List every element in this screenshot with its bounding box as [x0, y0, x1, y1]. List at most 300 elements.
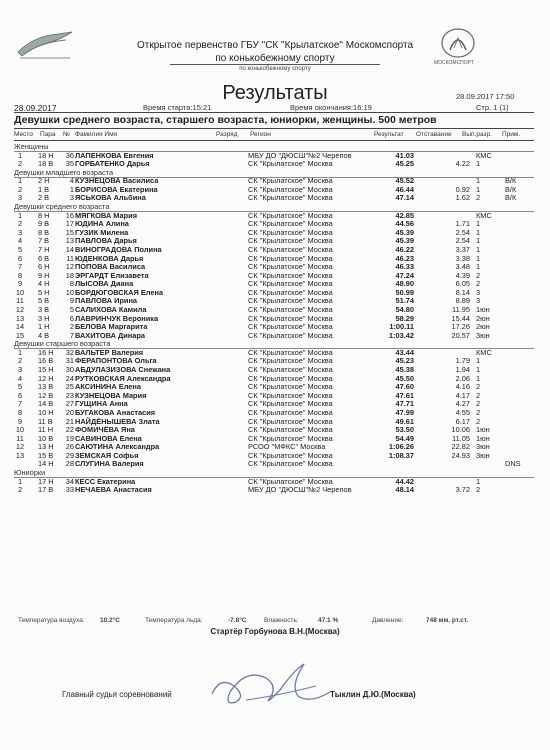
pair-cell: 16 В [38, 356, 54, 366]
rank-cell: 3юн [476, 330, 490, 340]
gap-cell: 22.82 [451, 442, 470, 452]
pair-cell: 11 В [38, 416, 53, 426]
bib-cell: 1 [69, 184, 74, 194]
place-cell: 2 [17, 159, 23, 169]
gap-cell: 3.38 [455, 253, 470, 263]
print-time: 28.09.2017 17:50 [456, 92, 515, 101]
bib-cell: 27 [65, 399, 74, 409]
result-cell: 46.23 [395, 253, 414, 263]
result-cell: 47.14 [395, 193, 414, 203]
bib-cell: 5 [69, 304, 74, 314]
rank-cell: 2 [476, 416, 481, 426]
bib-cell: 11 [66, 253, 74, 263]
bib-cell: 7 [69, 330, 74, 340]
bib-cell: 19 [65, 433, 74, 443]
gap-cell: 4.22 [455, 159, 470, 169]
club-cell: СК "Крылатское" Москва [248, 399, 333, 409]
result-cell: 44.56 [395, 219, 414, 229]
pair-cell: 17 Н [38, 476, 54, 486]
place-cell: 10 [15, 287, 25, 297]
pair-cell: 7 Н [38, 244, 50, 254]
result-cell: 48.14 [395, 485, 414, 495]
gap-cell: 1.94 [455, 365, 470, 375]
pair-cell: 13 В [38, 382, 54, 392]
competition-title: Открытое первенство ГБУ "СК "Крылатское" Москомспорта [136, 40, 414, 51]
gap-cell: 2.54 [455, 236, 470, 246]
club-cell: СК "Крылатское" Москва [248, 425, 333, 435]
place-cell: 3 [17, 227, 23, 237]
pair-cell: 1 Н [38, 322, 50, 332]
place-cell: 7 [17, 262, 23, 272]
club-cell: РСОО "МФКС" Москва [248, 442, 326, 452]
ice-temp-value: -7.8°C [228, 617, 247, 624]
place-cell: 1 [17, 210, 23, 220]
rank-cell: 1 [476, 373, 481, 383]
place-cell: 9 [17, 279, 23, 289]
gap-cell: 17.26 [451, 322, 470, 332]
place-cell: 2 [17, 184, 23, 194]
ice-temp-label: Температура льда: [145, 617, 203, 624]
gap-cell: 3.72 [455, 485, 470, 495]
bib-cell: 16 [65, 210, 74, 220]
pair-cell: 11 Н [38, 425, 54, 435]
event-top-rule [14, 112, 534, 113]
athlete-name-cell: ЮДЕНКОВА Дарья [75, 253, 144, 263]
club-cell: СК "Крылатское" Москва [248, 356, 333, 366]
pair-cell: 6 Н [38, 262, 50, 272]
bib-cell: 34 [65, 476, 74, 486]
club-cell: СК "Крылатское" Москва [248, 365, 333, 375]
club-cell: СК "Крылатское" Москва [248, 407, 333, 417]
club-cell: СК "Крылатское" Москва [248, 287, 333, 297]
competition-subtitle: по конькобежному спорту [215, 53, 335, 64]
place-cell: 15 [15, 330, 25, 340]
gap-cell: 11.95 [452, 304, 470, 314]
pair-cell: 12 В [38, 390, 54, 400]
place-cell: 2 [17, 485, 23, 495]
club-cell: СК "Крылатское" Москва [248, 236, 333, 246]
result-cell: 42.85 [395, 210, 414, 220]
club-cell: СК "Крылатское" Москва [248, 459, 333, 469]
place-cell: 1 [17, 347, 23, 357]
bib-cell: 21 [65, 416, 74, 426]
place-cell: 11 [16, 433, 24, 443]
pair-cell: 15 В [38, 450, 54, 460]
bib-cell: 8 [69, 279, 74, 289]
place-cell: 4 [17, 373, 23, 383]
result-cell: 47.24 [395, 270, 414, 280]
place-cell: 13 [15, 313, 25, 323]
group-label: Женщины [14, 142, 49, 151]
bib-cell: 2 [69, 322, 74, 332]
bib-cell: 6 [69, 313, 74, 323]
rank-cell: 2 [476, 485, 481, 495]
chief-judge-name: Тыклин Д.Ю.(Москва) [330, 690, 416, 699]
logo-caption: МОСКОМСПОРТ [434, 60, 474, 66]
competition-caption: по конькобежному спорту [239, 66, 311, 72]
athlete-name-cell: ЭРГАРДТ Елизавета [75, 270, 149, 280]
rank-cell: 3 [476, 287, 481, 297]
result-cell: 45.39 [395, 227, 414, 237]
bib-cell: 20 [65, 407, 74, 417]
gap-cell: 10.06 [451, 425, 470, 435]
gap-cell: 1.79 [455, 356, 470, 366]
pair-cell: 14 Н [38, 459, 54, 469]
col-result: Результат [374, 131, 404, 138]
pair-cell: 2 В [38, 193, 50, 203]
rank-cell: 1 [476, 262, 481, 272]
rank-cell: 3юн [476, 442, 490, 452]
athlete-name-cell: ВАХИТОВА Динара [75, 330, 145, 340]
place-cell: 1 [17, 150, 23, 160]
athlete-name-cell: КЕСС Екатерина [75, 476, 136, 486]
result-cell: 46.44 [395, 184, 414, 194]
result-cell: 1:00.11 [389, 322, 414, 332]
club-cell: МБУ ДО "ДЮСШ"№2 Черепов [248, 485, 352, 495]
rank-cell: 2 [476, 399, 481, 409]
col-gap: Отставание [416, 131, 452, 138]
club-cell: СК "Крылатское" Москва [248, 296, 333, 306]
pair-cell: 2 Н [38, 176, 50, 186]
bib-cell: 31 [65, 356, 74, 366]
athlete-name-cell: ЛЫСОВА Диана [75, 279, 134, 289]
result-cell: 45.50 [395, 373, 414, 383]
col-number: № [63, 131, 70, 138]
table-row [0, 486, 550, 495]
place-cell: 12 [15, 442, 25, 452]
result-cell: 47.61 [395, 390, 414, 400]
club-cell: СК "Крылатское" Москва [248, 304, 333, 314]
gap-cell: 1.71 [455, 219, 470, 229]
rank-cell: 3 [476, 296, 481, 306]
bib-cell: 30 [65, 365, 74, 375]
chief-judge-label: Главный судья соревнований [62, 690, 172, 699]
bib-cell: 13 [65, 236, 74, 246]
bib-cell: 17 [65, 219, 74, 229]
rank-cell: 1 [476, 356, 481, 366]
club-cell: СК "Крылатское" Москва [248, 313, 333, 323]
result-cell: 45.39 [395, 236, 414, 246]
gap-cell: 8.89 [455, 296, 470, 306]
group-label: Девушки старшего возраста [14, 339, 111, 349]
athlete-name-cell: ПАВЛОВА Дарья [75, 236, 137, 246]
result-cell: 46.22 [395, 244, 414, 254]
pair-cell: 8 Н [38, 210, 50, 220]
gap-cell: 0.92 [455, 184, 470, 194]
col-done-rank: Вып.разр. [462, 131, 492, 138]
athlete-name-cell: ЯСЬКОВА Альбина [75, 193, 146, 203]
rank-cell: 1 [476, 253, 481, 263]
page-title: Результаты [222, 82, 328, 104]
place-cell: 3 [17, 193, 23, 203]
air-temp-label: Температура воздуха: [18, 617, 85, 624]
athlete-name-cell: ГУЩИНА Анна [75, 399, 128, 409]
place-cell: 3 [17, 365, 23, 375]
col-region: Регион [250, 131, 271, 138]
gap-cell: 8.14 [455, 287, 470, 297]
result-cell: 51.74 [395, 296, 414, 306]
athlete-name-cell: АБДУЛАЗИЗОВА Снежана [75, 365, 171, 375]
bib-cell: 25 [65, 382, 74, 392]
club-cell: СК "Крылатское" Москва [248, 347, 333, 357]
col-rank: Разряд [216, 131, 238, 138]
bib-cell: 23 [65, 390, 74, 400]
bib-cell: 14 [65, 244, 74, 254]
rank-cell: 2 [476, 407, 481, 417]
bib-cell: 26 [65, 442, 74, 452]
place-cell: 6 [17, 253, 23, 263]
athlete-name-cell: ПОПОВА Василиса [75, 262, 146, 272]
organizer-logo [14, 28, 76, 67]
club-cell: СК "Крылатское" Москва [248, 476, 333, 486]
club-cell: СК "Крылатское" Москва [248, 279, 333, 289]
result-cell: 47.99 [395, 407, 414, 417]
rank-cell: 1юн [476, 304, 490, 314]
bib-cell: 35 [65, 159, 74, 169]
rank-cell: 3юн [476, 450, 490, 460]
pair-cell: 4 Н [38, 279, 50, 289]
club-cell: СК "Крылатское" Москва [248, 433, 333, 443]
place-cell: 1 [17, 176, 23, 186]
rank-cell: 2 [476, 382, 481, 392]
page-number: Стр. 1 (1) [476, 103, 509, 112]
place-cell: 11 [16, 296, 24, 306]
result-cell: 54.49 [395, 433, 414, 443]
pressure-value: 748 мм. рт.ст. [426, 617, 469, 624]
gap-cell: 6.05 [455, 279, 470, 289]
athlete-name-cell: ФЕРАПОНТОВА Ольга [75, 356, 157, 366]
pair-cell: 5 Н [38, 287, 50, 297]
result-cell: 47.71 [395, 399, 414, 409]
place-cell: 8 [17, 407, 23, 417]
club-cell: СК "Крылатское" Москва [248, 176, 333, 186]
bib-cell: 28 [65, 459, 74, 469]
gap-cell: 4.16 [455, 382, 470, 392]
result-cell: 49.61 [395, 416, 414, 426]
gap-cell: 4.17 [455, 390, 470, 400]
bib-cell: 33 [65, 485, 74, 495]
result-cell: 46.33 [395, 262, 414, 272]
note-cell: В/К [505, 176, 517, 186]
club-cell: СК "Крылатское" Москва [248, 159, 333, 169]
rank-cell: 1 [476, 176, 481, 186]
athlete-name-cell: НЕЧАЕВА Анастасия [75, 485, 152, 495]
result-cell: 45.23 [395, 356, 414, 366]
bib-cell: 22 [65, 425, 74, 435]
result-cell: 45.38 [395, 365, 414, 375]
place-cell: 14 [15, 322, 25, 332]
pair-cell: 3 Н [38, 313, 50, 323]
athlete-name-cell: ВИНОГРАДОВА Полина [75, 244, 162, 254]
rank-cell: 2 [476, 390, 481, 400]
rank-cell: 1 [476, 219, 481, 229]
header-underline [170, 64, 380, 65]
result-cell: 47.60 [395, 382, 414, 392]
club-cell: СК "Крылатское" Москва [248, 219, 333, 229]
gap-cell: 24.93 [451, 450, 470, 460]
result-cell: 43.44 [395, 347, 414, 357]
bib-cell: 3 [69, 193, 74, 203]
athlete-name-cell: РУТКОВСКАЯ Александра [75, 373, 171, 383]
athlete-name-cell: ФОМИЧЁВА Яна [75, 425, 135, 435]
rank-cell: КМС [476, 210, 492, 220]
club-cell: СК "Крылатское" Москва [248, 262, 333, 272]
club-cell: СК "Крылатское" Москва [248, 330, 333, 340]
pair-cell: 15 Н [38, 365, 54, 375]
rank-cell: 1 [476, 236, 481, 246]
rank-cell: 2 [476, 193, 481, 203]
result-cell: 58.29 [395, 313, 414, 323]
pair-cell: 9 Н [38, 270, 50, 280]
club-cell: СК "Крылатское" Москва [248, 450, 333, 460]
place-cell: 2 [17, 356, 23, 366]
gap-cell: 3.48 [455, 262, 470, 272]
athlete-name-cell: САВИНОВА Елена [75, 433, 142, 443]
athlete-name-cell: НАЙДЁНЫШЕВА Злата [75, 416, 160, 426]
place-cell: 1 [17, 476, 23, 486]
place-cell: 7 [17, 399, 23, 409]
pair-cell: 14 В [38, 399, 54, 409]
pair-cell: 3 В [38, 304, 50, 314]
result-cell: 54.80 [395, 304, 414, 314]
result-cell: 1:03.42 [388, 330, 414, 340]
place-cell: 5 [17, 244, 23, 254]
gap-cell: 6.17 [455, 416, 470, 426]
club-cell: СК "Крылатское" Москва [248, 373, 333, 383]
athlete-name-cell: МЯГКОВА Мария [75, 210, 138, 220]
air-temp-value: 10.2°C [100, 617, 120, 624]
club-cell: СК "Крылатское" Москва [248, 416, 333, 426]
place-cell: 12 [15, 304, 25, 314]
bib-cell: 12 [65, 262, 74, 272]
club-cell: СК "Крылатское" Москва [248, 390, 333, 400]
rank-cell: 1 [476, 476, 481, 486]
athlete-name-cell: ПАВЛОВА Ирина [75, 296, 138, 306]
gap-cell: 4.27 [455, 399, 470, 409]
bib-cell: 32 [65, 347, 74, 357]
bib-cell: 4 [69, 176, 74, 186]
rank-cell: 1 [476, 244, 481, 254]
bib-cell: 36 [65, 150, 74, 160]
result-cell: 50.99 [395, 287, 414, 297]
athlete-name-cell: БЕЛОВА Маргарита [75, 322, 148, 332]
note-cell: В/К [505, 193, 517, 203]
pair-cell: 18 Н [38, 150, 54, 160]
pair-cell: 8 В [38, 227, 50, 237]
result-cell: 45.52 [395, 176, 414, 186]
athlete-name-cell: КУЗНЕЦОВА Василиса [75, 176, 159, 186]
place-cell: 9 [17, 416, 23, 426]
pair-cell: 13 Н [38, 442, 54, 452]
result-cell: 1:06.26 [388, 442, 414, 452]
humidity-value: 47.1 % [318, 617, 339, 624]
gap-cell: 11.05 [452, 433, 470, 443]
athlete-name-cell: ГУЗИК Милена [75, 227, 129, 237]
note-cell: DNS [505, 459, 521, 469]
result-cell: 45.25 [395, 159, 414, 169]
athlete-name-cell: САЮТИНА Александра [75, 442, 160, 452]
pair-cell: 18 В [38, 159, 54, 169]
bib-cell: 29 [65, 450, 74, 460]
athlete-name-cell: ЛАПЕНКОВА Евгения [75, 150, 154, 160]
place-cell: 10 [15, 425, 25, 435]
note-cell: В/К [505, 184, 517, 194]
rank-cell: 1 [476, 227, 481, 237]
event-title: Девушки среднего возраста, старшего возраста, юниорки, женщины. 500 метров [14, 114, 437, 126]
athlete-name-cell: СЛУГИНА Валерия [75, 459, 144, 469]
pair-cell: 5 В [38, 296, 50, 306]
rank-cell: КМС [476, 150, 492, 160]
club-cell: СК "Крылатское" Москва [248, 210, 333, 220]
place-cell: 2 [17, 219, 23, 229]
result-cell: 53.50 [395, 425, 414, 435]
rank-cell: 1юн [476, 425, 490, 435]
athlete-name-cell: БОРДЮГОВСКАЯ Елена [75, 287, 164, 297]
bib-cell: 9 [69, 296, 74, 306]
place-cell: 6 [17, 390, 23, 400]
pair-cell: 6 В [38, 253, 50, 263]
event-date: 28.09.2017 [14, 103, 57, 113]
gap-cell: 1.62 [455, 193, 470, 203]
gap-cell: 2.54 [455, 227, 470, 237]
columns-rule [14, 140, 534, 141]
pair-cell: 1 В [38, 184, 50, 194]
col-name: Фамилия Имя [75, 131, 118, 138]
result-cell: 1:08.37 [388, 450, 414, 460]
place-cell: 13 [15, 450, 25, 460]
pair-cell: 4 В [38, 330, 50, 340]
judge-signature [206, 656, 336, 716]
gap-cell: 2.06 [455, 373, 470, 383]
pair-cell: 7 В [38, 236, 50, 246]
rank-cell: 1 [476, 159, 481, 169]
place-cell: 8 [17, 270, 23, 280]
pair-cell: 9 В [38, 219, 50, 229]
athlete-name-cell: ВАЛЬТЕР Валерия [75, 347, 144, 357]
athlete-name-cell: БОРИСОВА Екатерина [75, 184, 158, 194]
place-cell: 5 [17, 382, 23, 392]
pair-cell: 16 Н [38, 347, 54, 357]
club-cell: СК "Крылатское" Москва [248, 322, 333, 332]
col-note: Прим. [502, 131, 521, 138]
group-label: Девушки младшего возраста [14, 167, 114, 177]
rank-cell: 2 [476, 279, 481, 289]
gap-cell: 3.37 [455, 244, 470, 254]
col-place: Место [14, 131, 33, 138]
result-cell: 44.42 [395, 476, 414, 486]
group-label: Юниорки [14, 467, 46, 477]
club-cell: СК "Крылатское" Москва [248, 193, 333, 203]
results-table [0, 143, 550, 495]
end-time: Время окончания:16:19 [290, 103, 372, 112]
table-row [0, 460, 550, 469]
bib-cell: 15 [65, 227, 74, 237]
pressure-label: Давление: [372, 617, 404, 624]
rank-cell: 2юн [476, 322, 490, 332]
athlete-name-cell: ЗЕМСКАЯ Софья [75, 450, 139, 460]
athlete-name-cell: САЛИХОВА Камила [75, 304, 147, 314]
gap-cell: 4.55 [455, 407, 470, 417]
bib-cell: 18 [65, 270, 74, 280]
athlete-name-cell: ЮДИНА Алина [75, 219, 129, 229]
rank-cell: 2юн [476, 313, 490, 323]
club-cell: СК "Крылатское" Москва [248, 382, 333, 392]
athlete-name-cell: ЛАВРИНЧУК Вероника [75, 313, 159, 323]
bib-cell: 24 [65, 373, 74, 383]
starter: Стартёр Горбунова В.Н.(Москва) [210, 627, 340, 636]
col-pair: Пара [40, 131, 56, 138]
rank-cell: 2 [476, 270, 481, 280]
